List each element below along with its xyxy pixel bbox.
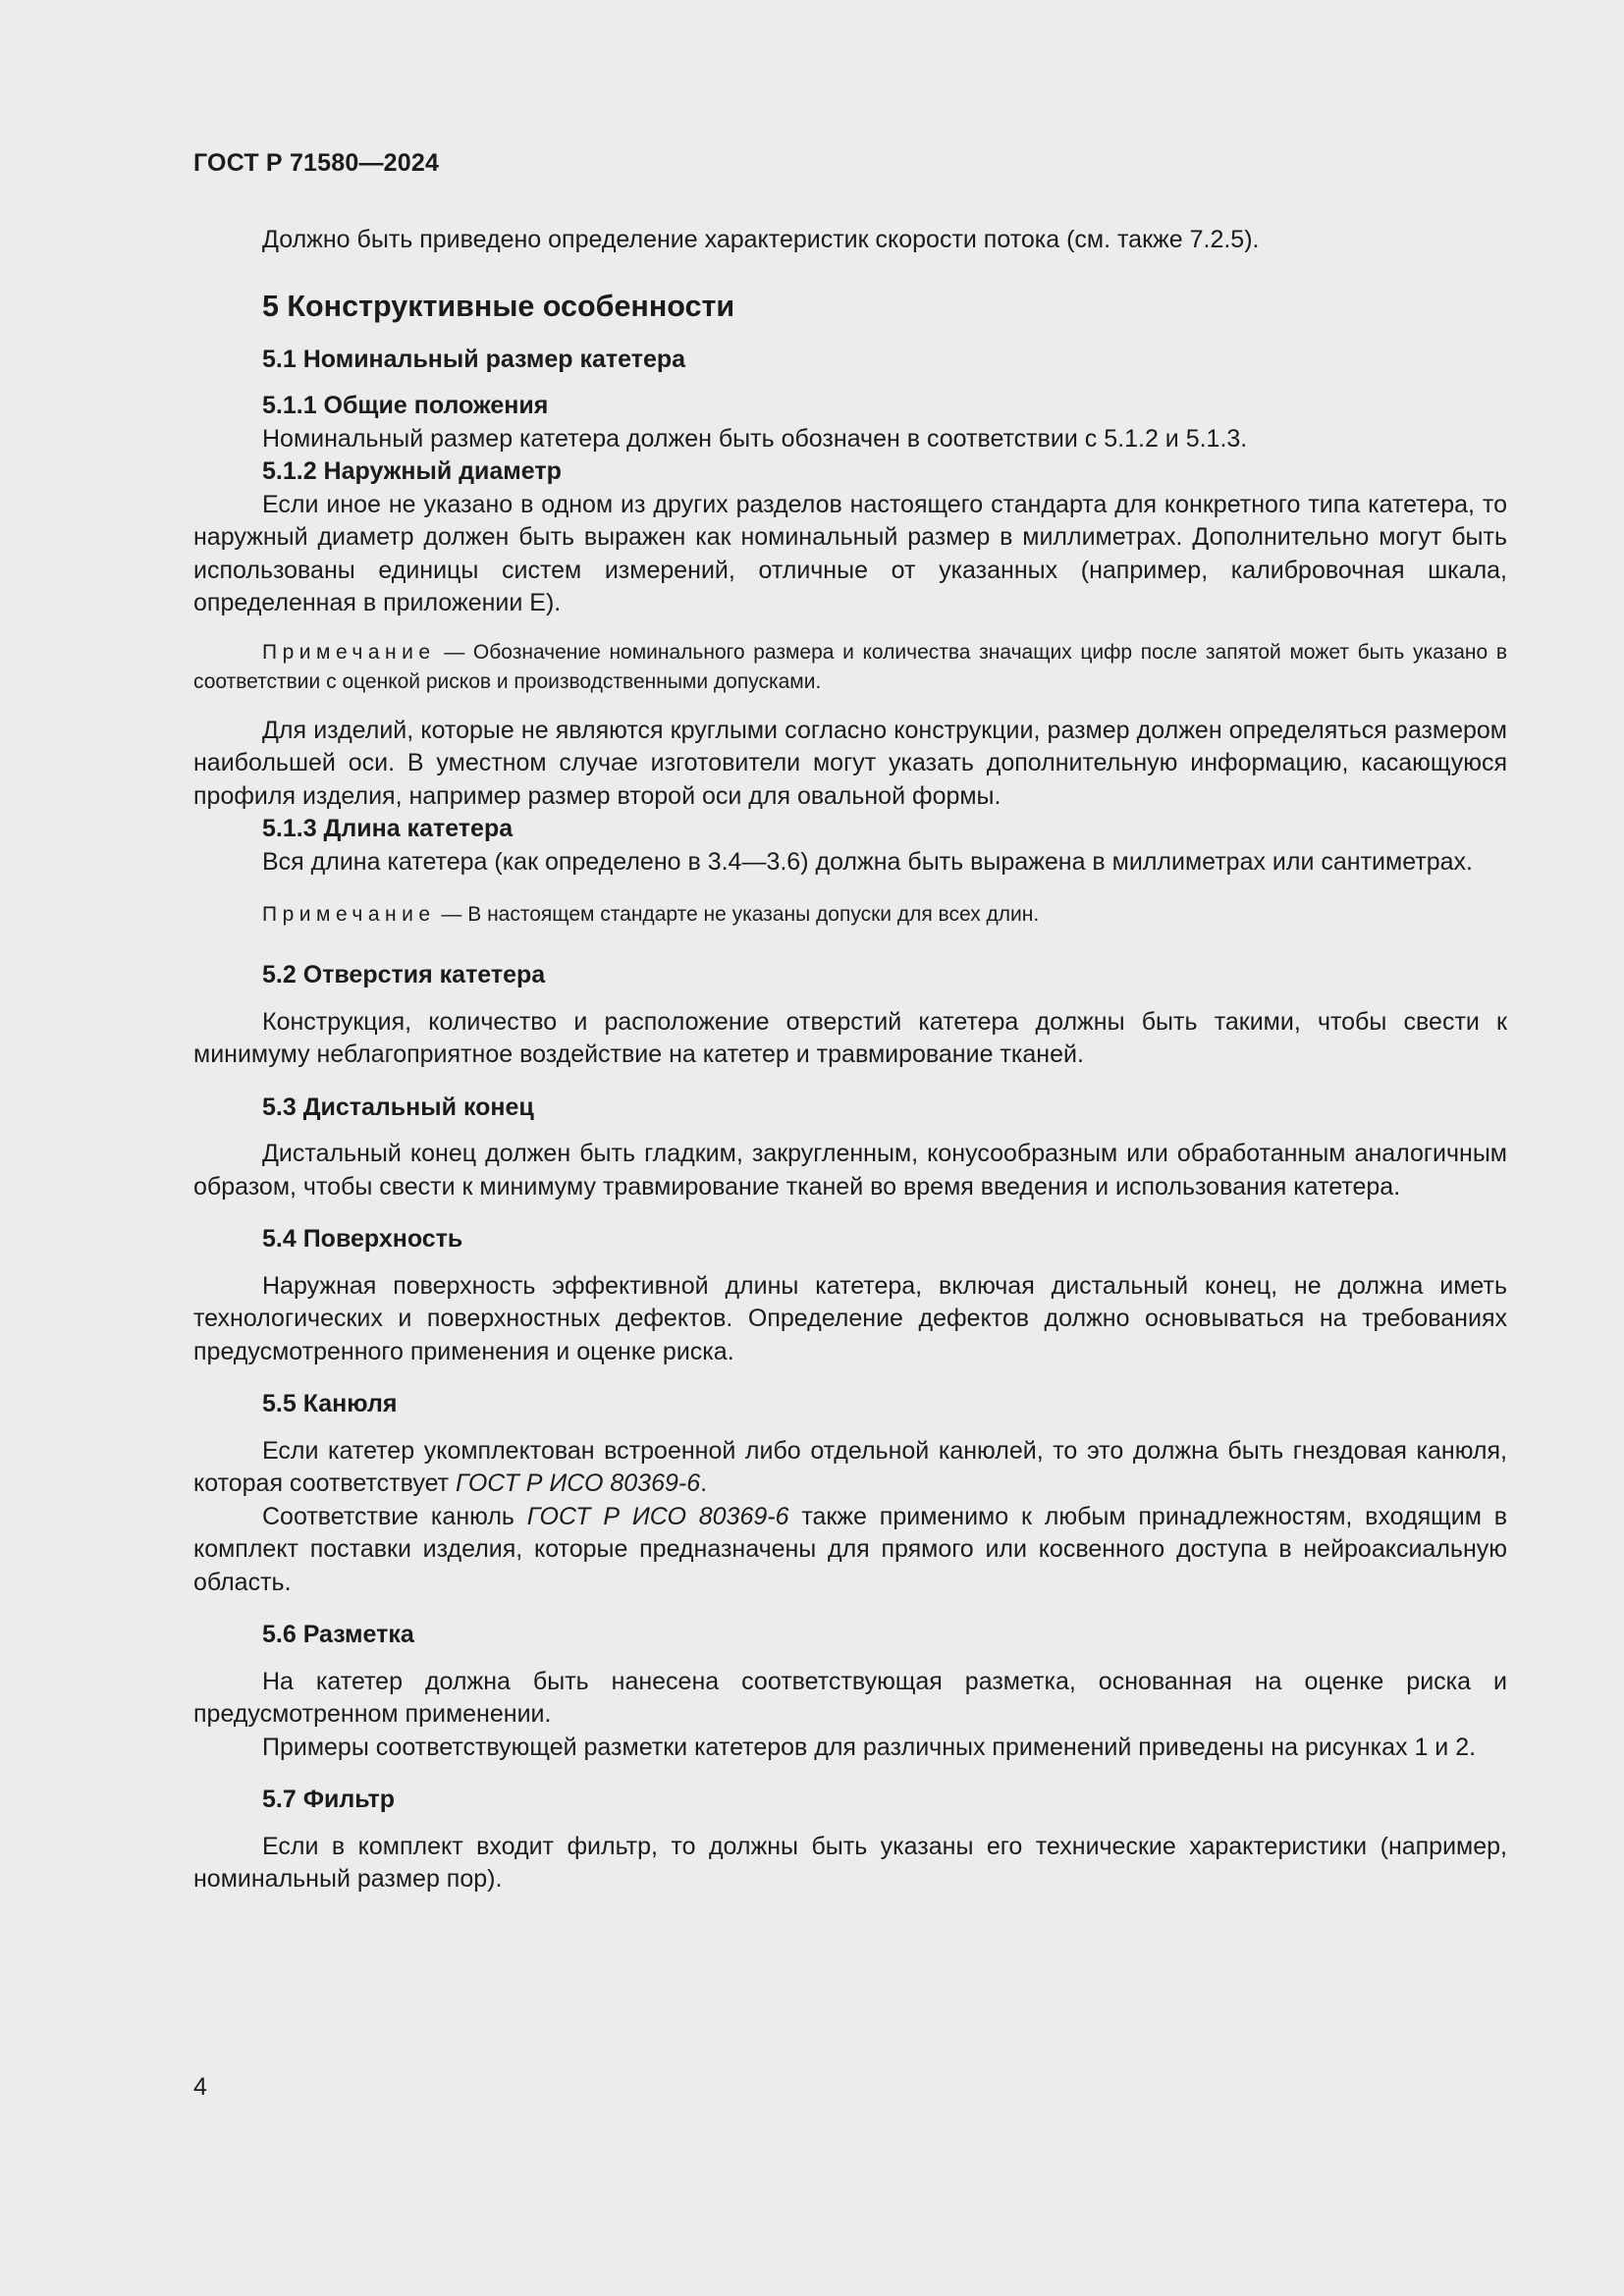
intro-paragraph: Должно быть приведено определение характеристик скорости потока (см. также 7.2.5). (262, 226, 1260, 253)
section-5-6-text-1: На катетер должна быть нанесена соответствующая разметка, основанная на оценке риска и предусмотренном применении. (193, 1667, 1507, 1728)
page-number: 4 (193, 2073, 207, 2101)
note-5-1-3 (193, 900, 1507, 930)
section-5-3-text: Дистальный конец должен быть гладким, закругленным, конусообразным или обработанным аналогичным образом, чтобы свести к минимуму травмирование тканей во время введения и использования катетера. (193, 1140, 1507, 1201)
note-text: — Обозначение номинального размера и количества значащих цифр после запятой может быть указано в соответствии с оценкой рисков и производственными допусками. (193, 640, 1507, 693)
section-5-5-heading: 5.5 Канюля (262, 1390, 398, 1417)
standard-reference: ГОСТ Р ИСО 80369-6 (526, 1502, 789, 1530)
section-5-6-heading: 5.6 Разметка (262, 1621, 414, 1648)
section-5-1-1-text: Номинальный размер катетера должен быть обозначен в соответствии с 5.1.2 и 5.1.3. (262, 424, 1248, 453)
note-label: Примечание (262, 903, 436, 926)
section-5-7-heading: 5.7 Фильтр (262, 1786, 395, 1813)
note-5-1-2 (193, 638, 1507, 697)
section-5-2-heading: 5.2 Отверстия катетера (262, 961, 546, 988)
section-5-1-3-heading: 5.1.3 Длина катетера (262, 815, 514, 842)
section-5-1-1-heading: 5.1.1 Общие положения (262, 392, 549, 419)
section-5-7-text: Если в комплект входит фильтр, то должны быть указаны его технические характеристики (например, номинальный размер пор). (193, 1832, 1507, 1893)
document-header: ГОСТ Р 71580—2024 (193, 149, 440, 177)
text-fragment: также применимо к любым принадлежностям, входящим в комплект поставки изделия, которые предназначены для прямого или косвенного доступа в нейроаксиальную область. (193, 1502, 1507, 1596)
standard-reference: ГОСТ Р ИСО 80369-6 (456, 1469, 701, 1497)
section-5-5-text-1 (193, 1435, 1507, 1501)
text-fragment: Если катетер укомплектован встроенной либо отдельной канюлей, то это должна быть гнездовая канюля, которая соответствует (193, 1436, 1507, 1497)
section-5-1-heading: 5.1 Номинальный размер катетера (262, 345, 686, 373)
note-label: Примечание (262, 640, 436, 664)
section-5-5-text-2 (193, 1501, 1507, 1600)
page-body (193, 224, 1507, 1896)
section-5-4-text: Наружная поверхность эффективной длины катетера, включая дистальный конец, не должна иметь технологических и поверхностных дефектов. Определение дефектов должно основываться на требованиях предусмотренного применения и оценке риска. (193, 1271, 1507, 1365)
section-5-1-3-text: Вся длина катетера (как определено в 3.4—3.6) должна быть выражена в миллиметрах или сантиметрах. (262, 847, 1473, 876)
section-5-1-2-heading: 5.1.2 Наружный диаметр (262, 457, 562, 485)
text-fragment: Соответствие канюль (262, 1502, 527, 1530)
section-5-4-heading: 5.4 Поверхность (262, 1225, 463, 1253)
section-5-3-heading: 5.3 Дистальный конец (262, 1093, 534, 1121)
section-5-heading: 5 Конструктивные особенности (262, 289, 735, 323)
section-5-1-2-text-2: Для изделий, которые не являются круглыми согласно конструкции, размер должен определяться размером наибольшей оси. В уместном случае изготовители могут указать дополнительную информацию, касающуюся профиля изделия, например размер второй оси для овальной формы. (193, 716, 1507, 810)
text-fragment: . (700, 1469, 708, 1497)
section-5-1-2-text: Если иное не указано в одном из других разделов настоящего стандарта для конкретного типа катетера, то наружный диаметр должен быть выражен как номинальный размер в миллиметрах. Дополнительно могут быть использованы единицы систем измерений, отличные от указанных (например, калибровочная шкала, определенная в приложении Е). (193, 490, 1507, 616)
section-5-6-text-2: Примеры соответствующей разметки катетеров для различных применений приведены на рисунках 1 и 2. (262, 1733, 1477, 1761)
note-text: — В настоящем стандарте не указаны допуски для всех длин. (435, 903, 1040, 926)
section-5-2-text: Конструкция, количество и расположение отверстий катетера должны быть такими, чтобы свести к минимуму неблагоприятное воздействие на катетер и травмирование тканей. (193, 1007, 1507, 1068)
